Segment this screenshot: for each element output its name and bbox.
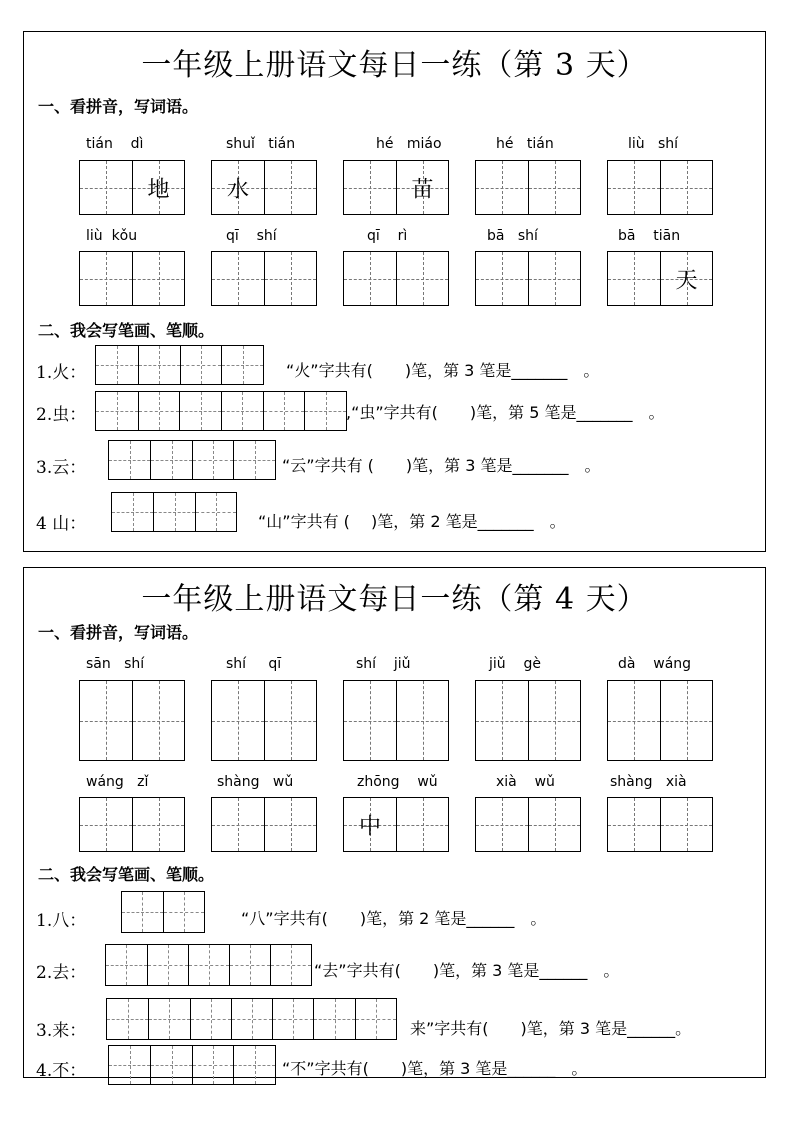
pinyin-label: dà wáng xyxy=(618,656,692,672)
given-character: 天 xyxy=(675,268,698,293)
stroke-grid[interactable] xyxy=(95,345,264,385)
tianzige-box[interactable] xyxy=(211,797,317,852)
stroke-item-label: 1.火： xyxy=(36,363,87,383)
tianzige-box[interactable] xyxy=(79,160,185,215)
pinyin-label: liù kǒu xyxy=(86,228,138,244)
stroke-question: “不”字共有( )笔，第 3 笔是______ 。 xyxy=(282,1059,588,1078)
tianzige-box[interactable] xyxy=(211,680,317,761)
tianzige-box[interactable] xyxy=(211,251,317,306)
tianzige-box[interactable] xyxy=(475,797,581,852)
pinyin-label: shuǐ tián xyxy=(226,136,296,152)
pinyin-label: shí jiǔ xyxy=(356,656,411,672)
pinyin-label: sān shí xyxy=(86,656,145,672)
section-heading-pinyin: 一、看拼音，写词语。 xyxy=(38,623,199,642)
pinyin-label: tián dì xyxy=(86,136,144,152)
pinyin-label: liù shí xyxy=(628,136,679,152)
pinyin-label: jiǔ gè xyxy=(489,656,541,672)
worksheet-day3 xyxy=(23,31,766,552)
pinyin-label: shàng wǔ xyxy=(217,774,294,790)
tianzige-box[interactable] xyxy=(607,680,713,761)
pinyin-label: xià wǔ xyxy=(496,774,555,790)
given-character: 苗 xyxy=(411,177,434,202)
stroke-question: ,“虫”字共有( )笔，第 5 笔是_______ 。 xyxy=(346,403,665,422)
tianzige-box[interactable] xyxy=(343,680,449,761)
tianzige-box[interactable] xyxy=(79,251,185,306)
pinyin-label: wáng zǐ xyxy=(86,774,149,790)
tianzige-box[interactable] xyxy=(343,797,449,852)
tianzige-box[interactable] xyxy=(79,797,185,852)
tianzige-box[interactable] xyxy=(475,680,581,761)
stroke-question: “云”字共有 ( )笔，第 3 笔是_______ 。 xyxy=(282,456,601,475)
page-title: 一年级上册语文每日一练（第 3 天） xyxy=(141,48,648,83)
tianzige-box[interactable] xyxy=(607,251,713,306)
tianzige-box[interactable] xyxy=(475,251,581,306)
stroke-grid[interactable] xyxy=(95,391,347,431)
pinyin-label: shí qī xyxy=(226,656,282,672)
stroke-question: “去”字共有( )笔，第 3 笔是______ 。 xyxy=(314,961,620,980)
stroke-grid[interactable] xyxy=(121,891,205,933)
tianzige-box[interactable] xyxy=(343,251,449,306)
section-heading-pinyin: 一、看拼音，写词语。 xyxy=(38,97,199,116)
section-heading-strokes: 二、我会写笔画、笔顺。 xyxy=(38,321,215,340)
pinyin-label: hé miáo xyxy=(376,136,442,152)
worksheet-day4 xyxy=(23,567,766,1081)
tianzige-box[interactable] xyxy=(343,160,449,215)
pinyin-label: hé tián xyxy=(496,136,554,152)
stroke-grid[interactable] xyxy=(111,492,237,532)
stroke-item-label: 3.来： xyxy=(36,1021,87,1041)
stroke-grid[interactable] xyxy=(108,1045,276,1085)
given-character: 中 xyxy=(358,814,381,839)
stroke-grid[interactable] xyxy=(108,440,276,480)
stroke-question: “山”字共有 ( )笔，第 2 笔是_______ 。 xyxy=(258,512,566,531)
tianzige-box[interactable] xyxy=(79,680,185,761)
given-character: 水 xyxy=(226,177,249,202)
stroke-item-label: 4 山： xyxy=(36,514,87,534)
pinyin-label: shàng xià xyxy=(610,774,687,790)
section-heading-strokes: 二、我会写笔画、笔顺。 xyxy=(38,865,215,884)
stroke-item-label: 1.八： xyxy=(36,911,87,931)
stroke-question: “八”字共有( )笔，第 2 笔是______ 。 xyxy=(241,909,547,928)
pinyin-label: qī shí xyxy=(226,228,277,244)
stroke-item-label: 3.云： xyxy=(36,458,87,478)
page-title: 一年级上册语文每日一练（第 4 天） xyxy=(141,582,648,617)
stroke-item-label: 2.虫： xyxy=(36,405,87,425)
pinyin-label: bā shí xyxy=(487,228,538,244)
tianzige-box[interactable] xyxy=(607,160,713,215)
stroke-question: “火”字共有( )笔，第 3 笔是_______ 。 xyxy=(286,361,600,380)
pinyin-label: zhōng wǔ xyxy=(357,774,438,790)
tianzige-box[interactable] xyxy=(475,160,581,215)
stroke-item-label: 2.去： xyxy=(36,963,87,983)
tianzige-box[interactable] xyxy=(607,797,713,852)
stroke-grid[interactable] xyxy=(106,998,397,1040)
stroke-item-label: 4.不： xyxy=(36,1061,87,1081)
stroke-question: 来”字共有( )笔，第 3 笔是______。 xyxy=(410,1019,692,1038)
pinyin-label: bā tiān xyxy=(618,228,681,244)
stroke-grid[interactable] xyxy=(105,944,312,986)
pinyin-label: qī rì xyxy=(367,228,408,244)
given-character: 地 xyxy=(147,177,170,202)
tianzige-box[interactable] xyxy=(211,160,317,215)
